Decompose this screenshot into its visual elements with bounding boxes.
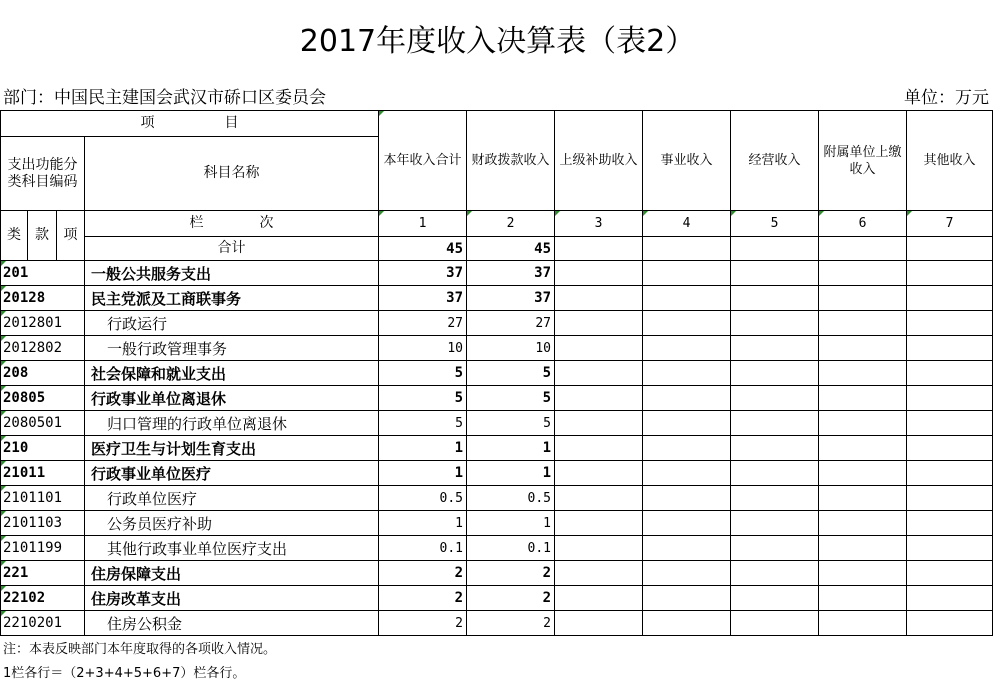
row-col-6 bbox=[819, 411, 907, 436]
row-name: 一般公共服务支出 bbox=[85, 261, 379, 286]
header-col-4: 事业收入 bbox=[643, 111, 731, 211]
row-col-2: 1 bbox=[467, 436, 555, 461]
unit-label: 单位：万元 bbox=[904, 88, 989, 108]
row-col-7 bbox=[907, 536, 993, 561]
row-col-3 bbox=[555, 486, 643, 511]
row-code: 210 bbox=[1, 436, 85, 461]
row-code: 2101103 bbox=[1, 511, 85, 536]
total-col-7 bbox=[907, 237, 993, 261]
row-name: 住房改革支出 bbox=[85, 586, 379, 611]
row-name: 医疗卫生与计划生育支出 bbox=[85, 436, 379, 461]
table-row bbox=[1, 311, 993, 336]
row-col-2: 5 bbox=[467, 361, 555, 386]
col-num-7: 7 bbox=[907, 211, 993, 237]
row-col-6 bbox=[819, 561, 907, 586]
row-col-5 bbox=[731, 486, 819, 511]
table-row bbox=[1, 586, 993, 611]
row-col-4 bbox=[643, 461, 731, 486]
row-col-1: 1 bbox=[379, 436, 467, 461]
row-col-4 bbox=[643, 286, 731, 311]
row-col-5 bbox=[731, 511, 819, 536]
row-col-1: 5 bbox=[379, 386, 467, 411]
row-col-3 bbox=[555, 586, 643, 611]
row-col-7 bbox=[907, 511, 993, 536]
row-col-6 bbox=[819, 486, 907, 511]
header-col-1: 本年收入合计 bbox=[379, 111, 467, 211]
row-col-1: 37 bbox=[379, 261, 467, 286]
header-col-6: 附属单位上缴收入 bbox=[819, 111, 907, 211]
row-col-6 bbox=[819, 511, 907, 536]
row-code: 2012802 bbox=[1, 336, 85, 361]
header-xiang: 项 bbox=[57, 211, 85, 261]
row-code: 20128 bbox=[1, 286, 85, 311]
total-col-1: 45 bbox=[379, 237, 467, 261]
income-table bbox=[0, 110, 993, 636]
row-code: 2101101 bbox=[1, 486, 85, 511]
row-col-4 bbox=[643, 561, 731, 586]
page-title: 2017年度收入决算表（表2） bbox=[299, 24, 696, 59]
row-col-5 bbox=[731, 436, 819, 461]
row-col-3 bbox=[555, 461, 643, 486]
col-num-5: 5 bbox=[731, 211, 819, 237]
header-col-2: 财政拨款收入 bbox=[467, 111, 555, 211]
row-col-5 bbox=[731, 536, 819, 561]
row-col-3 bbox=[555, 261, 643, 286]
header-func-code: 支出功能分类科目编码 bbox=[1, 137, 85, 211]
row-col-6 bbox=[819, 261, 907, 286]
row-col-6 bbox=[819, 586, 907, 611]
row-col-2: 2 bbox=[467, 586, 555, 611]
table-row bbox=[1, 261, 993, 286]
row-col-6 bbox=[819, 361, 907, 386]
row-code: 2210201 bbox=[1, 611, 85, 636]
row-col-3 bbox=[555, 286, 643, 311]
row-col-3 bbox=[555, 436, 643, 461]
total-label: 合计 bbox=[85, 237, 379, 261]
row-col-7 bbox=[907, 461, 993, 486]
row-col-4 bbox=[643, 536, 731, 561]
row-col-4 bbox=[643, 311, 731, 336]
row-col-3 bbox=[555, 611, 643, 636]
row-col-7 bbox=[907, 361, 993, 386]
row-col-4 bbox=[643, 486, 731, 511]
header-col-5: 经营收入 bbox=[731, 111, 819, 211]
row-col-2: 0.1 bbox=[467, 536, 555, 561]
row-col-5 bbox=[731, 386, 819, 411]
row-name: 公务员医疗补助 bbox=[85, 511, 379, 536]
row-col-1: 2 bbox=[379, 561, 467, 586]
row-code: 2101199 bbox=[1, 536, 85, 561]
row-col-5 bbox=[731, 586, 819, 611]
row-col-2: 5 bbox=[467, 411, 555, 436]
row-col-2: 37 bbox=[467, 261, 555, 286]
row-name: 行政运行 bbox=[85, 311, 379, 336]
row-name: 归口管理的行政单位离退休 bbox=[85, 411, 379, 436]
table-row bbox=[1, 486, 993, 511]
row-col-6 bbox=[819, 536, 907, 561]
row-col-4 bbox=[643, 361, 731, 386]
row-col-4 bbox=[643, 511, 731, 536]
table-row bbox=[1, 286, 993, 311]
table-row bbox=[1, 561, 993, 586]
row-code: 2012801 bbox=[1, 311, 85, 336]
table-row bbox=[1, 361, 993, 386]
row-col-2: 0.5 bbox=[467, 486, 555, 511]
row-col-3 bbox=[555, 311, 643, 336]
row-col-2: 1 bbox=[467, 511, 555, 536]
row-col-5 bbox=[731, 611, 819, 636]
row-col-6 bbox=[819, 286, 907, 311]
row-col-2: 5 bbox=[467, 386, 555, 411]
row-col-1: 0.5 bbox=[379, 486, 467, 511]
table-row bbox=[1, 436, 993, 461]
row-col-7 bbox=[907, 286, 993, 311]
row-col-2: 2 bbox=[467, 561, 555, 586]
row-col-5 bbox=[731, 411, 819, 436]
row-col-7 bbox=[907, 411, 993, 436]
row-name: 行政事业单位医疗 bbox=[85, 461, 379, 486]
total-col-2: 45 bbox=[467, 237, 555, 261]
table-row bbox=[1, 336, 993, 361]
row-col-1: 2 bbox=[379, 586, 467, 611]
header-lei: 类 bbox=[1, 211, 28, 261]
row-col-1: 1 bbox=[379, 461, 467, 486]
header-col-7: 其他收入 bbox=[907, 111, 993, 211]
table-row bbox=[1, 411, 993, 436]
row-col-7 bbox=[907, 586, 993, 611]
row-name: 其他行政事业单位医疗支出 bbox=[85, 536, 379, 561]
row-col-5 bbox=[731, 336, 819, 361]
row-col-3 bbox=[555, 561, 643, 586]
row-col-7 bbox=[907, 386, 993, 411]
row-col-1: 37 bbox=[379, 286, 467, 311]
col-num-6: 6 bbox=[819, 211, 907, 237]
row-col-1: 0.1 bbox=[379, 536, 467, 561]
row-col-7 bbox=[907, 561, 993, 586]
row-col-5 bbox=[731, 311, 819, 336]
row-col-4 bbox=[643, 611, 731, 636]
col-num-3: 3 bbox=[555, 211, 643, 237]
note-2: 1栏各行＝（2+3+4+5+6+7）栏各行。 bbox=[3, 666, 246, 681]
row-col-1: 5 bbox=[379, 361, 467, 386]
row-col-1: 2 bbox=[379, 611, 467, 636]
header-col-3: 上级补助收入 bbox=[555, 111, 643, 211]
row-col-5 bbox=[731, 461, 819, 486]
row-col-2: 27 bbox=[467, 311, 555, 336]
row-name: 社会保障和就业支出 bbox=[85, 361, 379, 386]
row-col-4 bbox=[643, 586, 731, 611]
row-col-6 bbox=[819, 461, 907, 486]
total-col-4 bbox=[643, 237, 731, 261]
row-col-4 bbox=[643, 261, 731, 286]
total-col-3 bbox=[555, 237, 643, 261]
row-col-3 bbox=[555, 411, 643, 436]
row-name: 一般行政管理事务 bbox=[85, 336, 379, 361]
row-col-1: 27 bbox=[379, 311, 467, 336]
table-row bbox=[1, 611, 993, 636]
row-code: 21011 bbox=[1, 461, 85, 486]
table-row bbox=[1, 536, 993, 561]
col-num-2: 2 bbox=[467, 211, 555, 237]
row-col-6 bbox=[819, 386, 907, 411]
row-code: 221 bbox=[1, 561, 85, 586]
table-row bbox=[1, 511, 993, 536]
row-col-7 bbox=[907, 436, 993, 461]
row-col-7 bbox=[907, 311, 993, 336]
header-lanci: 栏 次 bbox=[85, 211, 379, 237]
header-item: 项 目 bbox=[1, 111, 379, 137]
row-col-4 bbox=[643, 386, 731, 411]
table-row bbox=[1, 386, 993, 411]
row-code: 20805 bbox=[1, 386, 85, 411]
table-row bbox=[1, 461, 993, 486]
row-col-3 bbox=[555, 361, 643, 386]
row-name: 行政事业单位离退休 bbox=[85, 386, 379, 411]
row-code: 2080501 bbox=[1, 411, 85, 436]
row-code: 201 bbox=[1, 261, 85, 286]
row-col-6 bbox=[819, 311, 907, 336]
row-col-4 bbox=[643, 436, 731, 461]
row-col-5 bbox=[731, 361, 819, 386]
row-col-4 bbox=[643, 411, 731, 436]
row-col-1: 10 bbox=[379, 336, 467, 361]
row-col-6 bbox=[819, 611, 907, 636]
header-subject-name: 科目名称 bbox=[85, 137, 379, 211]
total-col-5 bbox=[731, 237, 819, 261]
row-col-1: 1 bbox=[379, 511, 467, 536]
row-col-1: 5 bbox=[379, 411, 467, 436]
row-name: 住房保障支出 bbox=[85, 561, 379, 586]
col-num-1: 1 bbox=[379, 211, 467, 237]
header-kuan: 款 bbox=[28, 211, 57, 261]
row-col-7 bbox=[907, 611, 993, 636]
row-col-4 bbox=[643, 336, 731, 361]
total-col-6 bbox=[819, 237, 907, 261]
row-col-2: 37 bbox=[467, 286, 555, 311]
col-num-4: 4 bbox=[643, 211, 731, 237]
row-col-7 bbox=[907, 336, 993, 361]
row-col-5 bbox=[731, 286, 819, 311]
row-name: 民主党派及工商联事务 bbox=[85, 286, 379, 311]
row-code: 22102 bbox=[1, 586, 85, 611]
row-col-2: 1 bbox=[467, 461, 555, 486]
row-col-3 bbox=[555, 386, 643, 411]
row-col-5 bbox=[731, 561, 819, 586]
row-col-2: 2 bbox=[467, 611, 555, 636]
row-name: 住房公积金 bbox=[85, 611, 379, 636]
row-code: 208 bbox=[1, 361, 85, 386]
row-col-3 bbox=[555, 336, 643, 361]
department-label: 部门：中国民主建国会武汉市硚口区委员会 bbox=[3, 88, 326, 108]
row-col-7 bbox=[907, 261, 993, 286]
row-col-3 bbox=[555, 511, 643, 536]
row-col-6 bbox=[819, 436, 907, 461]
row-col-6 bbox=[819, 336, 907, 361]
row-col-3 bbox=[555, 536, 643, 561]
row-name: 行政单位医疗 bbox=[85, 486, 379, 511]
row-col-2: 10 bbox=[467, 336, 555, 361]
note-1: 注：本表反映部门本年度取得的各项收入情况。 bbox=[3, 642, 277, 657]
row-col-7 bbox=[907, 486, 993, 511]
row-col-5 bbox=[731, 261, 819, 286]
